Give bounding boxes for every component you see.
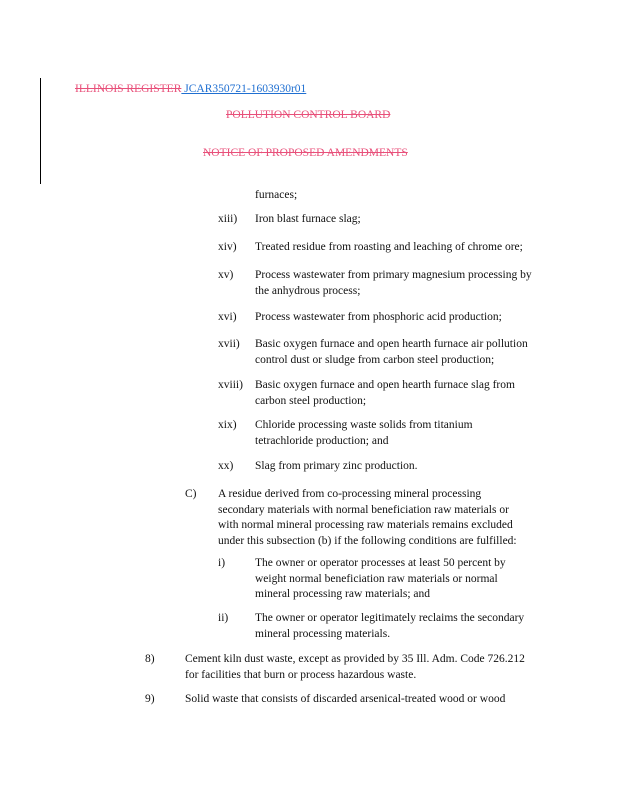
subitem-line: Basic oxygen furnace and open hearth furnace air pollution: [255, 338, 528, 350]
subitem-line: Treated residue from roasting and leaching of chrome ore;: [255, 241, 523, 253]
subitem-text: [255, 240, 523, 256]
subitem-text: [255, 459, 418, 475]
subitem-number: xx): [218, 460, 234, 472]
condition-number: ii): [218, 612, 229, 624]
item-number: 8): [145, 653, 155, 665]
item-c-line: with normal mineral processing raw materials remains excluded: [218, 519, 513, 531]
subitem-number: xvii): [218, 338, 240, 350]
subitem-line: Chloride processing waste solids from titanium: [255, 419, 473, 431]
subitem-number: xiii): [218, 213, 238, 225]
item-c-line: secondary materials with normal beneficiation raw materials or: [218, 503, 509, 516]
item-c-line: under this subsection (b) if the following conditions are fulfilled:: [218, 534, 517, 547]
item-number: 9): [145, 693, 155, 705]
condition-line: The owner or operator legitimately reclaims the secondary: [255, 612, 525, 624]
subitem-line: Basic oxygen furnace and open hearth furnace slag from: [255, 379, 515, 391]
subitem-text: [255, 418, 473, 449]
subitem-text: [255, 212, 361, 228]
item-c-line: A residue derived from co-processing mineral processing: [218, 488, 482, 500]
register-code-inserted: JCAR350721-1603930r01: [181, 83, 307, 95]
subitem-line: Process wastewater from phosphoric acid production;: [255, 311, 502, 323]
condition-line: weight normal beneficiation raw materials or normal: [255, 572, 498, 585]
subitem-number: xviii): [218, 379, 243, 391]
subitem-line: control dust or sludge from carbon steel production;: [255, 353, 495, 366]
item-line: for facilities that burn or process hazardous waste.: [185, 668, 417, 681]
subitem-text: [255, 310, 502, 326]
item-text: [185, 652, 525, 683]
revision-bar: [40, 78, 41, 184]
subitem-text: [255, 268, 532, 299]
condition-text: [255, 611, 524, 642]
condition-line: mineral processing raw materials; and: [255, 588, 430, 600]
subitem-line: Iron blast furnace slag;: [255, 213, 361, 225]
item-c-text: [218, 487, 517, 549]
subitem-text: [255, 337, 528, 368]
subitem-number: xv): [218, 269, 234, 281]
subitem-number: xix): [218, 419, 237, 431]
register-title-struck: ILLINOIS REGISTER: [75, 83, 182, 95]
item-line: Solid waste that consists of discarded arsenical-treated wood or wood: [185, 693, 506, 705]
continuation-text: furnaces;: [255, 189, 298, 201]
item-c-number: C): [185, 488, 197, 500]
subitem-line: Slag from primary zinc production.: [255, 460, 418, 472]
item-line: Cement kiln dust waste, except as provided by 35 Ill. Adm. Code 726.212: [185, 653, 525, 665]
subitem-line: the anhydrous process;: [255, 284, 361, 297]
condition-line: mineral processing materials.: [255, 627, 391, 640]
board-title: POLLUTION CONTROL BOARD: [226, 109, 391, 121]
subitem-line: tetrachloride production; and: [255, 434, 389, 447]
register-header: [75, 82, 306, 96]
notice-title: NOTICE OF PROPOSED AMENDMENTS: [203, 147, 408, 159]
subitem-line: carbon steel production;: [255, 394, 367, 407]
item-text: [185, 692, 505, 708]
subitem-line: Process wastewater from primary magnesium processing by: [255, 269, 532, 281]
subitem-number: xvi): [218, 311, 237, 323]
condition-line: The owner or operator processes at least 50 percent by: [255, 557, 506, 569]
subitem-text: [255, 378, 515, 409]
subitem-number: xiv): [218, 241, 237, 253]
condition-number: i): [218, 557, 226, 569]
condition-text: [255, 556, 506, 603]
